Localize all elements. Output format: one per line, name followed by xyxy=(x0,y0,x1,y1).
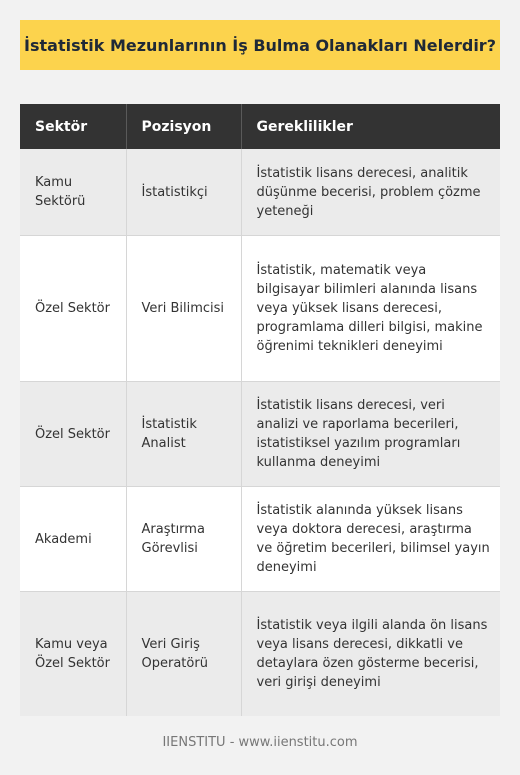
column-header-sector: Sektör xyxy=(20,104,126,149)
table-row xyxy=(20,382,500,487)
cell-requirements: İstatistik veya ilgili alanda ön lisans veya lisans derecesi, dikkatli ve detaylara özen gösterme becerisi, veri girişi deneyimi xyxy=(241,592,500,717)
title-banner xyxy=(20,20,500,70)
cell-requirements: İstatistik lisans derecesi, veri analizi ve raporlama becerileri, istatistiksel yazılım programları kullanma deneyimi xyxy=(241,382,500,487)
jobs-table xyxy=(20,104,500,716)
cell-position: İstatistik Analist xyxy=(126,382,241,487)
cell-sector: Özel Sektör xyxy=(20,236,126,382)
footer-credit: IIENSTITU - www.iienstitu.com xyxy=(162,735,358,750)
page-title: İstatistik Mezunlarının İş Bulma Olanakları Nelerdir? xyxy=(24,35,496,55)
column-header-requirements: Gereklilikler xyxy=(241,104,500,149)
cell-requirements: İstatistik alanında yüksek lisans veya doktora derecesi, araştırma ve öğretim becerileri, bilimsel yayın deneyimi xyxy=(241,487,500,592)
table-row xyxy=(20,149,500,236)
cell-sector: Özel Sektör xyxy=(20,382,126,487)
cell-position: İstatistikçi xyxy=(126,149,241,236)
table-header-row xyxy=(20,104,500,149)
cell-requirements: İstatistik lisans derecesi, analitik düşünme becerisi, problem çözme yeteneği xyxy=(241,149,500,236)
cell-requirements: İstatistik, matematik veya bilgisayar bilimleri alanında lisans veya yüksek lisans derecesi, programlama dilleri bilgisi, makine öğrenimi teknikleri deneyimi xyxy=(241,236,500,382)
cell-sector: Kamu Sektörü xyxy=(20,149,126,236)
table-row xyxy=(20,592,500,717)
cell-position: Veri Giriş Operatörü xyxy=(126,592,241,717)
cell-position: Veri Bilimcisi xyxy=(126,236,241,382)
column-header-position: Pozisyon xyxy=(126,104,241,149)
cell-sector: Kamu veya Özel Sektör xyxy=(20,592,126,717)
cell-sector: Akademi xyxy=(20,487,126,592)
table-row xyxy=(20,487,500,592)
cell-position: Araştırma Görevlisi xyxy=(126,487,241,592)
table-row xyxy=(20,236,500,382)
